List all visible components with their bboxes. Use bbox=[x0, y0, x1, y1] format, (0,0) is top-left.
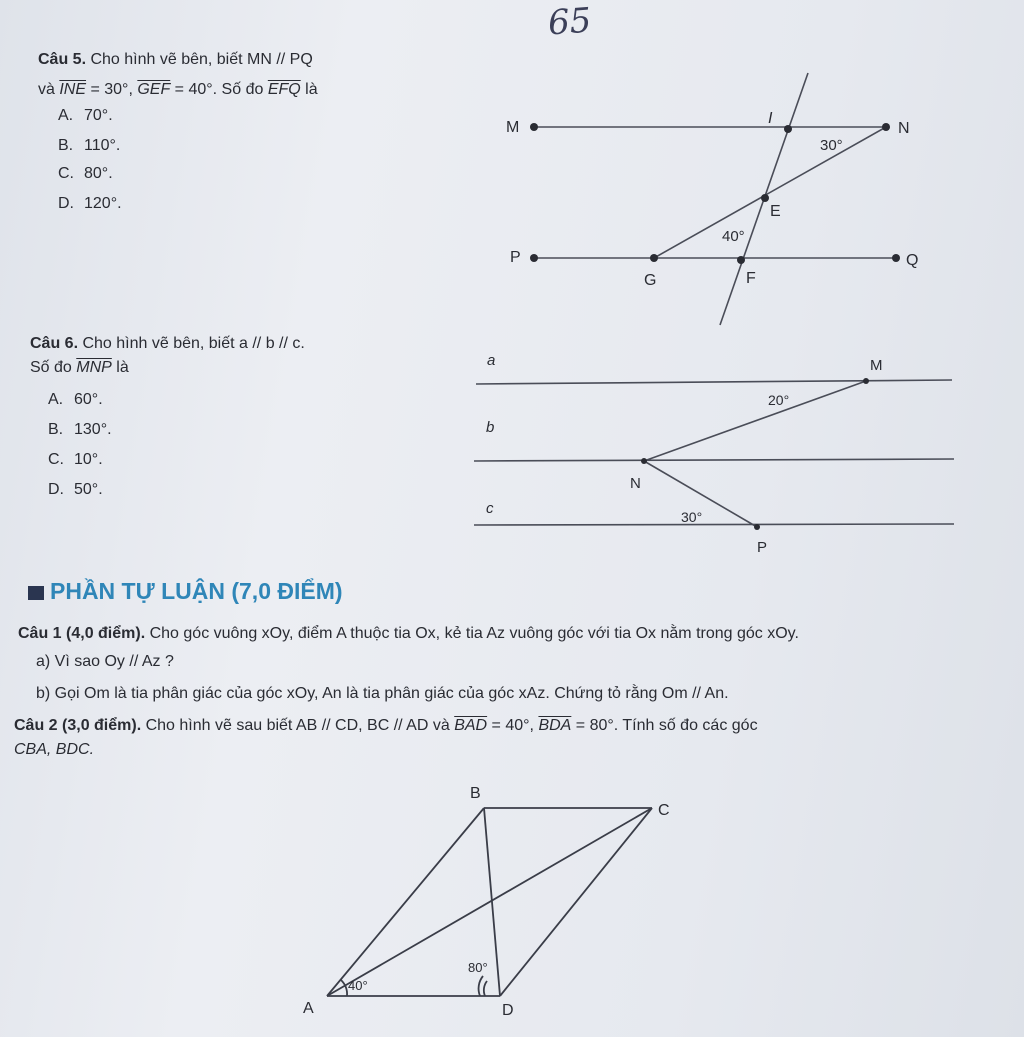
option-value: 10°. bbox=[74, 451, 103, 468]
label-n: N bbox=[898, 120, 910, 137]
angle-bad: $\overline{BAD}$ bbox=[454, 717, 488, 734]
side-ab bbox=[327, 808, 484, 996]
label-a: A bbox=[303, 1000, 314, 1017]
label-b: B bbox=[470, 785, 481, 802]
essay2-text3: = 80°. Tính số đo các góc bbox=[571, 717, 758, 734]
q5-text1: Cho hình vẽ bên, biết MN // PQ bbox=[86, 51, 313, 68]
angle-label-40: 40° bbox=[722, 228, 745, 245]
line-a bbox=[476, 380, 952, 384]
label-n: N bbox=[630, 475, 641, 492]
label-c: C bbox=[658, 802, 670, 819]
side-cd bbox=[500, 808, 652, 996]
option-letter: B. bbox=[48, 421, 64, 438]
angle-label-20: 20° bbox=[768, 392, 790, 408]
point-e bbox=[761, 194, 769, 202]
option-letter: D. bbox=[48, 481, 64, 498]
angle-efq: $\overline{EFQ}$ bbox=[267, 81, 301, 98]
angle-label-40: 40° bbox=[348, 978, 368, 993]
point-n bbox=[882, 123, 890, 131]
label-m: M bbox=[870, 357, 883, 374]
label-d: D bbox=[502, 1002, 514, 1019]
angle-label-30: 30° bbox=[820, 137, 843, 154]
point-p bbox=[754, 524, 760, 530]
diagonal-ac bbox=[327, 808, 652, 996]
option-value: 80°. bbox=[84, 165, 113, 182]
label-b: b bbox=[486, 419, 495, 436]
angle-mnp: $\overline{MNP}$ bbox=[76, 359, 112, 376]
section-title: PHẦN TỰ LUẬN (7,0 ĐIỂM) bbox=[50, 578, 343, 604]
q6-text2a: Số đo bbox=[30, 359, 77, 376]
line-c bbox=[474, 524, 954, 525]
essay2-figure bbox=[327, 808, 652, 996]
label-f: F bbox=[746, 270, 756, 287]
essay1-b: b) Gọi Om là tia phân giác của góc xOy, An là tia phân giác của góc xAz. Chứng tỏ rằng Om // An. bbox=[36, 685, 729, 702]
label-g: G bbox=[644, 272, 657, 289]
option-letter: A. bbox=[58, 107, 74, 124]
q5-label: Câu 5. bbox=[38, 51, 87, 68]
option-letter: A. bbox=[48, 391, 64, 408]
label-p: P bbox=[510, 249, 521, 266]
label-m: M bbox=[506, 119, 520, 136]
segment-mn bbox=[644, 381, 866, 461]
point-p bbox=[530, 254, 538, 262]
label-q: Q bbox=[906, 252, 919, 269]
essay1-a: a) Vì sao Oy // Az ? bbox=[36, 653, 174, 670]
q6-label: Câu 6. bbox=[30, 335, 79, 352]
point-i bbox=[784, 125, 792, 133]
arc-angle-d-outer bbox=[479, 976, 483, 996]
q5-figure bbox=[534, 73, 896, 325]
point-g bbox=[650, 254, 658, 262]
option-value: 130°. bbox=[74, 421, 112, 438]
angle-bda: $\overline{BDA}$ bbox=[538, 717, 572, 734]
q5-labels bbox=[506, 110, 918, 289]
q6-points bbox=[641, 378, 869, 530]
label-e: E bbox=[770, 203, 781, 220]
point-f bbox=[737, 256, 745, 264]
q5-text2d: là bbox=[300, 81, 318, 98]
essay1-label: Câu 1 (4,0 điểm). bbox=[18, 625, 146, 642]
q5-text2c: = 40°. Số đo bbox=[170, 81, 268, 98]
angle-label-80: 80° bbox=[468, 960, 488, 975]
angle-ine: $\overline{INE}$ bbox=[59, 81, 87, 98]
label-p: P bbox=[757, 539, 768, 556]
q5-text2b: = 30°, bbox=[86, 81, 138, 98]
q5-text2a: và bbox=[38, 81, 60, 98]
option-value: 110°. bbox=[84, 137, 121, 154]
option-value: 60°. bbox=[74, 391, 103, 408]
essay2-line2: CBA, BDC. bbox=[14, 741, 95, 758]
angle-label-30: 30° bbox=[681, 509, 703, 525]
q5-points bbox=[530, 123, 900, 264]
q6-figure bbox=[474, 380, 954, 527]
option-letter: C. bbox=[48, 451, 64, 468]
point-n bbox=[641, 458, 647, 464]
line-ng bbox=[654, 127, 886, 258]
q6-text1: Cho hình vẽ bên, biết a // b // c. bbox=[78, 335, 305, 352]
essay2-labels bbox=[303, 785, 670, 1019]
label-i: I bbox=[768, 110, 773, 127]
option-value: 120°. bbox=[84, 195, 122, 212]
q6-text2b: là bbox=[111, 359, 129, 376]
point-m bbox=[530, 123, 538, 131]
option-letter: C. bbox=[58, 165, 74, 182]
point-q bbox=[892, 254, 900, 262]
arc-angle-d-inner bbox=[484, 981, 487, 996]
label-a: a bbox=[487, 352, 496, 369]
handwritten-page-number: 65 bbox=[546, 0, 593, 44]
option-letter: D. bbox=[58, 195, 74, 212]
essay2-text2: = 40°, bbox=[487, 717, 539, 734]
essay2-label: Câu 2 (3,0 điểm). bbox=[14, 717, 142, 734]
line-b bbox=[474, 459, 954, 461]
point-m bbox=[863, 378, 869, 384]
essay2-text1: Cho hình vẽ sau biết AB // CD, BC // AD và bbox=[141, 717, 455, 734]
angle-gef: $\overline{GEF}$ bbox=[137, 81, 171, 98]
option-value: 50°. bbox=[74, 481, 103, 498]
essay1-text: Cho góc vuông xOy, điểm A thuộc tia Ox, kẻ tia Az vuông góc với tia Ox nằm trong góc xOy. bbox=[145, 625, 799, 642]
option-value: 70°. bbox=[84, 107, 113, 124]
label-c: c bbox=[486, 500, 494, 517]
option-letter: B. bbox=[58, 137, 74, 154]
